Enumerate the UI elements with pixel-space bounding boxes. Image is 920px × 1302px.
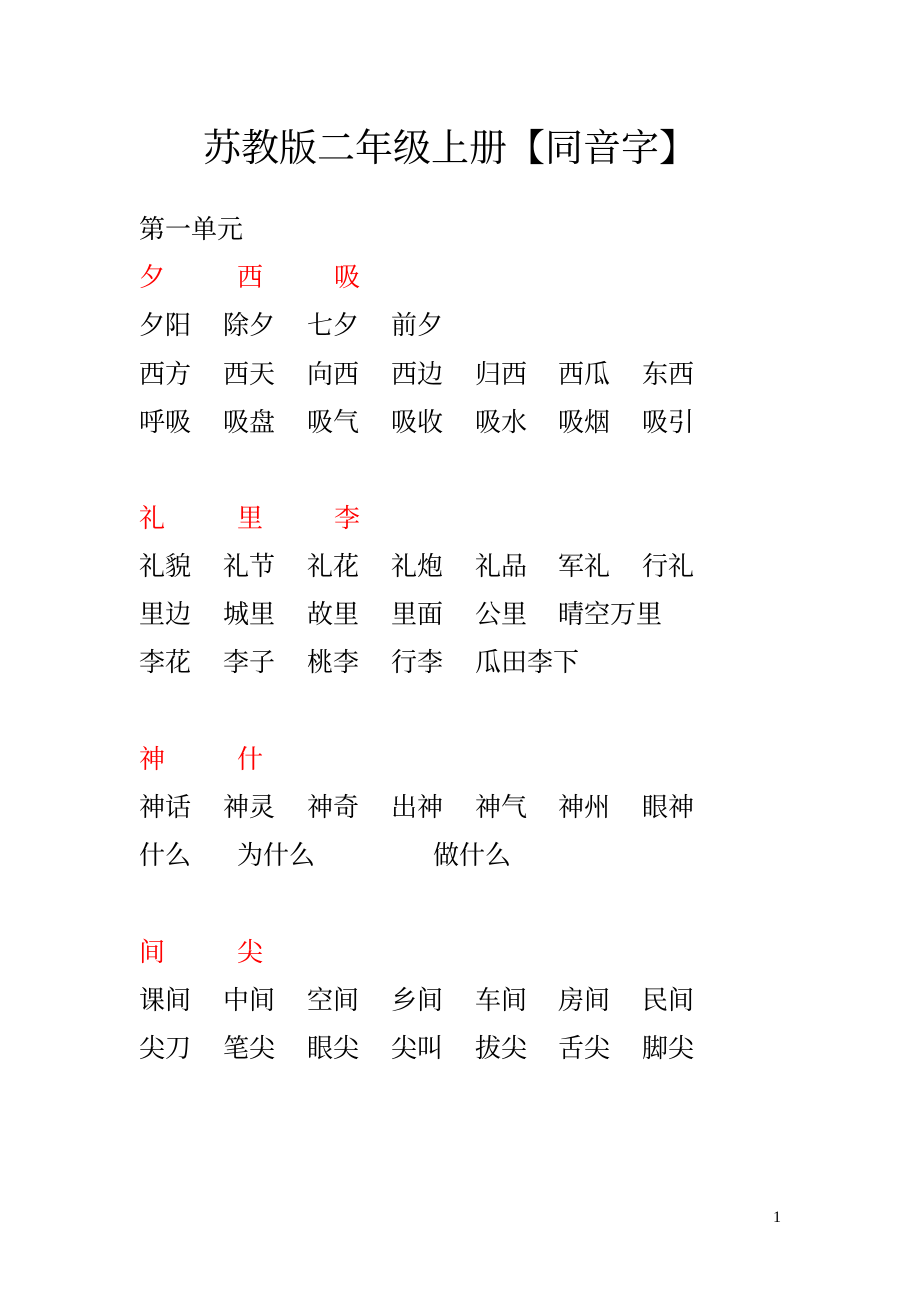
word: 公里 [475,600,528,630]
word-row [139,645,839,681]
word: 吸引 [642,408,695,438]
word: 礼花 [307,552,360,582]
word: 七夕 [307,311,360,341]
word: 西方 [139,360,192,390]
word: 脚尖 [642,1034,695,1064]
homophone-char: 尖 [237,938,264,968]
word: 故里 [307,600,360,630]
page-title: 苏教版二年级上册【同音字】 [202,126,697,170]
homophone-char: 神 [139,745,166,775]
word: 西瓜 [558,360,611,390]
word: 神灵 [223,793,276,823]
word: 夕阳 [139,311,192,341]
homophone-char: 什 [237,745,264,775]
word: 礼貌 [139,552,192,582]
word: 吸烟 [558,408,611,438]
word: 行李 [391,648,444,678]
word: 课间 [139,986,192,1016]
homophone-heading-row [139,260,839,296]
word: 西天 [223,360,276,390]
word: 吸收 [391,408,444,438]
word: 尖刀 [139,1034,192,1064]
word: 眼神 [642,793,695,823]
word: 出神 [391,793,444,823]
homophone-char: 吸 [334,263,361,293]
word: 神话 [139,793,192,823]
word: 笔尖 [223,1034,276,1064]
word-row [139,549,839,585]
word-row [139,790,839,826]
word: 眼尖 [307,1034,360,1064]
word: 桃李 [307,648,360,678]
word-row [139,597,839,633]
word: 吸气 [307,408,360,438]
page-number: 1 [773,1209,781,1226]
homophone-heading-row [139,501,839,537]
word-row [139,405,839,441]
word: 房间 [558,986,611,1016]
word: 李花 [139,648,192,678]
word-row [139,1031,839,1067]
word: 神州 [558,793,611,823]
word: 晴空万里 [558,600,663,630]
word: 呼吸 [139,408,192,438]
homophone-char: 西 [237,263,264,293]
word: 前夕 [391,311,444,341]
word: 军礼 [558,552,611,582]
homophone-char: 里 [237,504,264,534]
word: 礼节 [223,552,276,582]
word: 神气 [475,793,528,823]
word: 东西 [642,360,695,390]
word: 拔尖 [475,1034,528,1064]
homophone-heading-row [139,935,839,971]
word: 除夕 [223,311,276,341]
word: 为什么 [237,841,316,871]
word: 舌尖 [558,1034,611,1064]
word: 归西 [475,360,528,390]
word: 做什么 [433,841,512,871]
homophone-char: 夕 [139,263,166,293]
word: 行礼 [642,552,695,582]
word: 西边 [391,360,444,390]
word: 礼炮 [391,552,444,582]
word: 神奇 [307,793,360,823]
word: 尖叫 [391,1034,444,1064]
homophone-char: 李 [334,504,361,534]
word: 吸盘 [223,408,276,438]
word-row [139,838,839,874]
word-row [139,357,839,393]
word: 李子 [223,648,276,678]
word: 向西 [307,360,360,390]
unit-heading: 第一单元 [139,215,244,245]
homophone-heading-row [139,742,839,778]
word: 民间 [642,986,695,1016]
word: 什么 [139,841,192,871]
word-row [139,983,839,1019]
word: 吸水 [475,408,528,438]
homophone-char: 礼 [139,504,166,534]
word-row [139,308,839,344]
word: 中间 [223,986,276,1016]
word: 空间 [307,986,360,1016]
word: 乡间 [391,986,444,1016]
word: 瓜田李下 [475,648,580,678]
word: 里面 [391,600,444,630]
word: 车间 [475,986,528,1016]
word: 城里 [223,600,276,630]
word: 里边 [139,600,192,630]
homophone-char: 间 [139,938,166,968]
word: 礼品 [475,552,528,582]
